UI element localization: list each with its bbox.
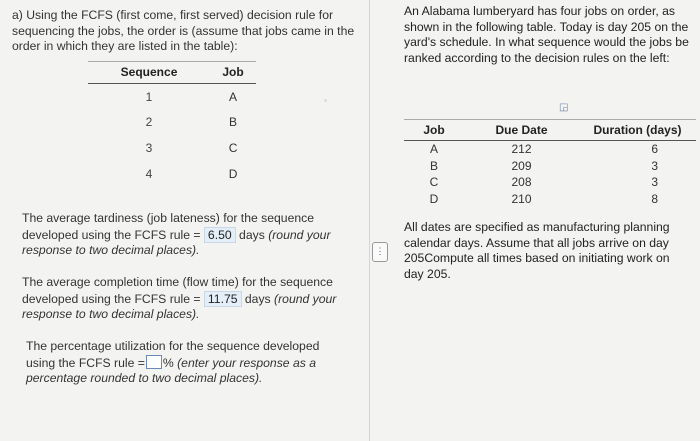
utilization-prompt: The percentage utilization for the sequence developed using the FCFS rule =	[26, 339, 320, 370]
duration-cell: 6	[651, 142, 658, 157]
job-cell: D	[228, 166, 238, 181]
job-cell: B	[429, 158, 438, 173]
duration-cell: 8	[651, 191, 658, 206]
due-date-cell: 212	[511, 142, 532, 157]
question-intro: a) Using the FCFS (first come, first served) decision rule for sequencing the jobs, the order is (assume that jobs came in the order in which they are listed in the table):	[12, 8, 355, 53]
completion-question	[22, 275, 358, 323]
utilization-hint: (enter your response as a percentage rounded to two decimal places).	[26, 355, 317, 385]
job-header: Job	[404, 120, 464, 141]
job-cell: C	[429, 175, 439, 190]
tardiness-question	[22, 211, 358, 259]
duration-header: Duration (days)	[579, 120, 696, 141]
utilization-question	[26, 339, 336, 387]
completion-prompt: The average completion time (flow time) for the sequence developed using the FCFS rule =	[22, 275, 333, 306]
due-date-cell: 208	[511, 175, 532, 190]
jobs-table	[404, 119, 696, 207]
sequence-header: Sequence	[88, 62, 210, 84]
panel-divider[interactable]	[369, 0, 370, 441]
completion-unit: days	[244, 291, 271, 306]
more-dots-icon[interactable]: ⋮	[372, 242, 388, 262]
clipboard-icon[interactable]: ◲	[559, 102, 569, 113]
problem-intro: An Alabama lumberyard has four jobs on order, as shown in the following table. Today is day 205 on the yard's schedule. In what sequence would the jobs be ranked according to the decision rules on the left:	[404, 4, 689, 65]
duration-cell: 3	[651, 175, 658, 190]
table-row	[404, 174, 696, 191]
completion-answer-field[interactable]: 11.75	[204, 291, 242, 307]
table-row	[404, 141, 696, 158]
job-cell: D	[429, 191, 439, 206]
sequence-cell: 2	[145, 115, 153, 130]
completion-hint: (round your response to two decimal places).	[22, 291, 337, 321]
utilization-answer-input[interactable]	[146, 355, 162, 369]
left-question-panel	[12, 8, 360, 55]
table-row	[404, 191, 696, 208]
job-cell: B	[229, 115, 238, 130]
right-info-panel	[404, 4, 696, 281]
tardiness-hint: (round your response to two decimal places).	[22, 227, 331, 257]
tardiness-prompt: The average tardiness (job lateness) for the sequence developed using the FCFS rule =	[22, 211, 314, 242]
sequence-table	[88, 61, 256, 186]
sequence-cell: 4	[145, 166, 153, 181]
table-row	[404, 158, 696, 175]
job-header: Job	[210, 62, 256, 84]
table-row	[88, 84, 256, 110]
sequence-table-header	[88, 62, 256, 84]
sequence-cell: 1	[145, 89, 153, 104]
jobs-table-header	[404, 120, 696, 141]
due-date-cell: 210	[511, 191, 532, 206]
due-date-cell: 209	[511, 158, 532, 173]
assumptions-note: All dates are specified as manufacturing planning calendar days. Assume that all jobs arrive on day 205Compute all times based on initiating work on day 205.	[404, 220, 670, 281]
tardiness-unit: days	[239, 227, 265, 242]
sequence-cell: 3	[145, 140, 153, 155]
job-cell: A	[429, 142, 438, 157]
job-cell: C	[228, 140, 238, 155]
duration-cell: 3	[651, 158, 658, 173]
utilization-unit: %	[162, 355, 174, 370]
table-row	[88, 110, 256, 136]
tardiness-answer-field[interactable]: 6.50	[204, 227, 236, 243]
table-row	[88, 135, 256, 161]
table-row	[88, 161, 256, 187]
decorative-dot	[324, 99, 327, 102]
job-cell: A	[229, 89, 238, 104]
due-date-header: Due Date	[464, 120, 579, 141]
